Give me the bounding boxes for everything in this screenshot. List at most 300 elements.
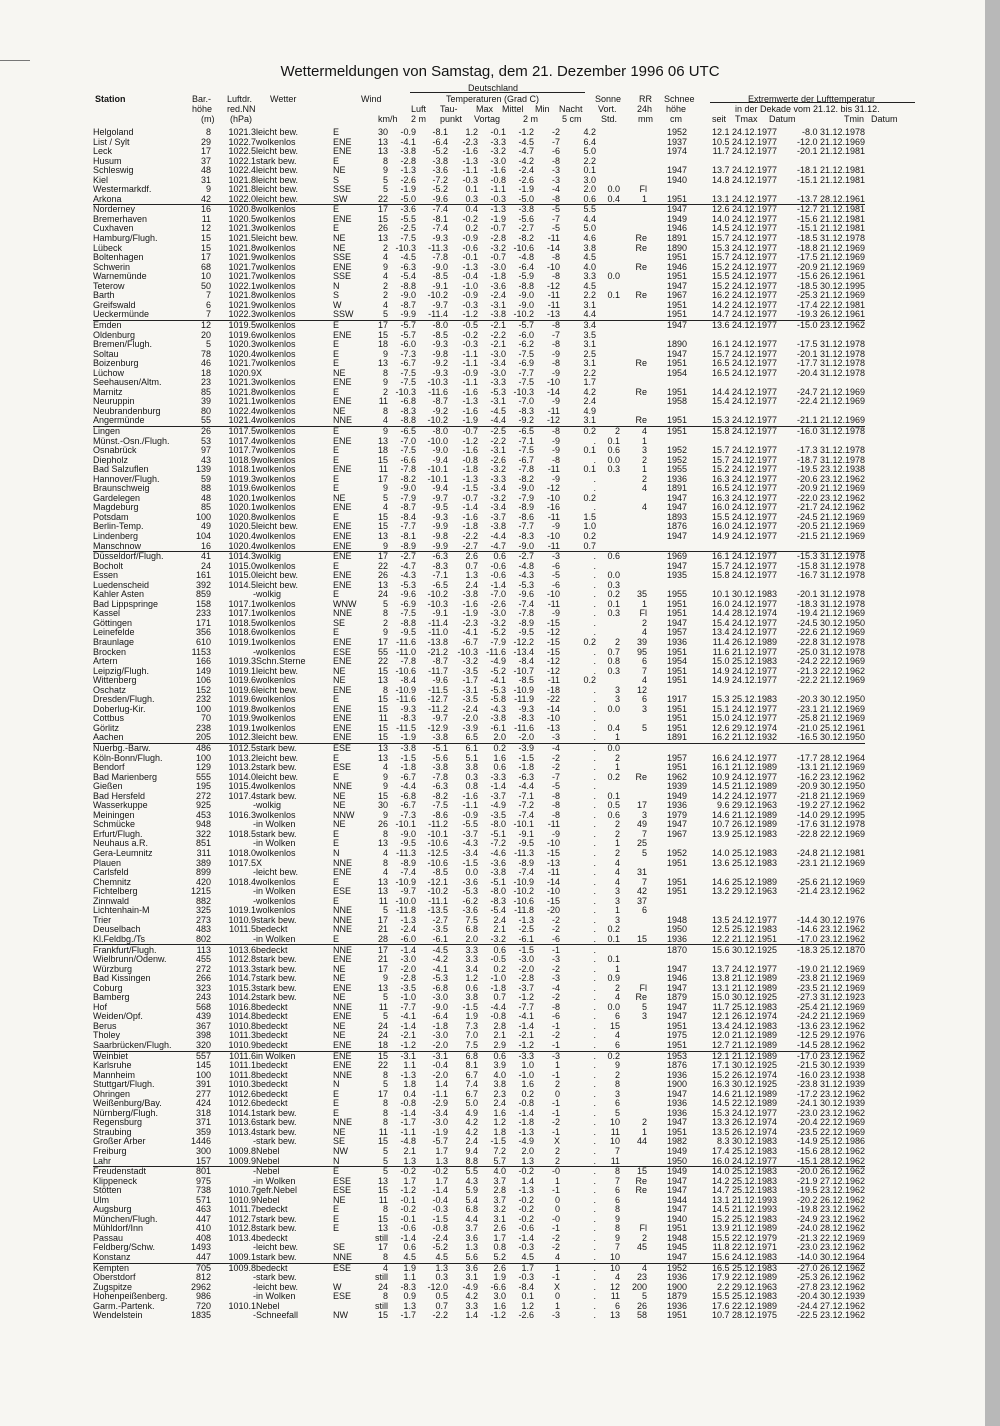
- cell-temp-mean: -3.3: [490, 772, 507, 782]
- cell-wind-dir: E: [333, 426, 368, 436]
- cell-temp-mean: 2.6: [493, 1224, 507, 1234]
- cell-dewpoint: -0.4: [432, 1195, 449, 1205]
- cell-snow: 45: [637, 1243, 648, 1253]
- cell-temp-max: -0.9: [462, 234, 479, 244]
- cell-tmax: 13.1 21.12.1989: [711, 983, 778, 993]
- cell-temp-mean: 3.7: [493, 1195, 507, 1205]
- cell-temp-air: -7.5: [400, 446, 417, 456]
- cell-tmax: 13.1 21.12.1993: [711, 1195, 778, 1205]
- cell-weather: Nebel: [256, 1301, 280, 1311]
- cell-temp-min: 1.3: [521, 1156, 535, 1166]
- cell-temp-night: -9: [552, 436, 561, 446]
- cell-dewpoint: -8.5: [432, 272, 449, 282]
- cell-since: 1958: [667, 397, 688, 407]
- cell-temp-min: -6.1: [518, 934, 535, 944]
- cell-temp-max: -3.8: [462, 590, 479, 600]
- cell-temp-mean: -1.3: [478, 205, 506, 215]
- cell-pressure: 1021.3: [228, 224, 257, 234]
- cell-snow: [620, 945, 647, 955]
- cell-temp-mean: -1.1: [490, 185, 507, 195]
- cell-wind-dir: E: [333, 349, 340, 359]
- cell-snow: [620, 744, 647, 754]
- cell-sunshine: 3.1: [583, 300, 597, 310]
- cell-weather: wolkig: [256, 801, 282, 811]
- cell-height: 8: [206, 128, 212, 138]
- cell-since: 1946: [667, 224, 688, 234]
- cell-snow: Re: [635, 387, 648, 397]
- cell-temp-mean: -1.2: [490, 1311, 507, 1321]
- cell-temp-min: -9.6: [518, 590, 535, 600]
- cell-temp-air: -9.0: [400, 829, 417, 839]
- cell-station: Regensburg: [93, 1118, 143, 1128]
- cell-pressure: 1017.4: [228, 791, 257, 801]
- table-row: [93, 955, 865, 965]
- cell-tmin: -20.0 26.12.1962: [777, 1167, 865, 1177]
- cell-temp-max: 0.0: [465, 868, 479, 878]
- cell-temp-night: -1: [552, 1099, 561, 1109]
- cell-tmax: 12.5 25.12.1983: [711, 925, 778, 935]
- cell-precip: [596, 350, 620, 360]
- cell-precip: 9: [615, 1061, 621, 1071]
- cell-pressure: 1017.7: [228, 446, 257, 456]
- cell-sunshine: 3.1: [583, 416, 597, 426]
- cell-temp-max: 9.4: [465, 1146, 479, 1156]
- cell-station: Straubing: [93, 1127, 132, 1137]
- cell-pressure: 1015.0: [228, 571, 257, 581]
- cell-dewpoint: -9.3: [432, 512, 449, 522]
- cell-temp-night: -5: [552, 782, 561, 792]
- cell-precip: 0.5: [607, 801, 621, 811]
- cell-since: 1940: [667, 1214, 688, 1224]
- cell-temp-night: -12: [547, 281, 561, 291]
- cell-tmin: [777, 868, 865, 878]
- cell-temp-night: -8: [552, 272, 561, 282]
- cell-temp-max: 2.6: [448, 552, 478, 562]
- table-row: [93, 878, 865, 888]
- cell-temp-air: -6.8: [400, 791, 417, 801]
- cell-temp-air: -7.8: [400, 657, 417, 667]
- cell-since: [647, 897, 687, 907]
- cell-height: 171: [196, 618, 212, 628]
- cell-pressure: 1017.5: [211, 426, 256, 436]
- cell-temp-max: -1.1: [462, 359, 479, 369]
- cell-dewpoint: -9.6: [432, 194, 449, 204]
- cell-temp-mean: -5.2: [490, 666, 507, 676]
- cell-dewpoint: -5.2: [432, 1243, 449, 1253]
- cell-temp-mean: -5.1: [490, 877, 507, 887]
- cell-snow: [620, 224, 647, 234]
- cell-wind-speed: 8: [383, 685, 389, 695]
- cell-tmin: -20.4 31.12.1978: [796, 368, 866, 378]
- cell-since: 1949: [667, 214, 688, 224]
- cell-temp-mean: -3.8: [490, 868, 507, 878]
- cell-temp-mean: -3.1: [490, 300, 507, 310]
- table-row: [93, 820, 865, 830]
- cell-weather: leicht bew.: [256, 571, 299, 581]
- cell-since: 1946: [667, 262, 688, 272]
- cell-sunshine: .: [593, 1252, 597, 1262]
- cell-temp-mean: 1.6: [493, 1108, 507, 1118]
- cell-weather: stark bew.: [256, 791, 297, 801]
- cell-wind-dir: NNE: [333, 945, 368, 955]
- table-row: [93, 1031, 865, 1041]
- cell-weather: wolkenlos: [256, 503, 296, 513]
- cell-pressure: 1013.4: [228, 1127, 257, 1137]
- cell-tmax: 15.8 24.12.1977: [687, 426, 777, 436]
- cell-precip: 1: [615, 733, 621, 743]
- cell-tmax: 11.8 22.12.1971: [712, 1243, 778, 1253]
- cell-height: 802: [196, 934, 212, 944]
- table-row: [93, 542, 865, 552]
- cell-temp-night: -14: [547, 704, 561, 714]
- cell-dewpoint: 0.5: [435, 1292, 449, 1302]
- cell-temp-air: -7.5: [400, 378, 417, 388]
- cell-tmax: 13.7 24.12.1977: [711, 964, 778, 974]
- cell-snow: [620, 782, 647, 792]
- cell-pressure: 1019.6: [228, 484, 257, 494]
- header-datum1: Datum: [769, 114, 796, 124]
- cell-weather: wolkenlos: [256, 272, 296, 282]
- cell-temp-mean: -3.2: [490, 147, 507, 157]
- cell-weather: bedeckt: [256, 945, 333, 955]
- cell-wind-dir: E: [333, 446, 340, 456]
- cell-temp-air: -8.9: [400, 858, 417, 868]
- cell-sunshine: .: [593, 618, 597, 628]
- cell-height: 5: [206, 340, 212, 350]
- cell-weather: stark bew.: [256, 974, 297, 984]
- cell-temp-max: -1.3: [462, 156, 479, 166]
- cell-station: Deuselbach: [93, 925, 141, 935]
- cell-tmin: -22.4 21.12.1969: [796, 397, 866, 407]
- cell-wind-speed: 9: [383, 772, 389, 782]
- cell-wind-dir: E: [333, 387, 340, 397]
- cell-tmin: -24.8 21.12.1981: [796, 849, 866, 859]
- cell-station: Cottbus: [93, 714, 125, 724]
- cell-temp-mean: 3.2: [493, 1205, 507, 1215]
- cell-dewpoint: -9.1: [432, 609, 449, 619]
- cell-wind-speed: 13: [378, 359, 389, 369]
- cell-station: Schleswig: [93, 166, 134, 176]
- cell-wind-dir: ENE: [333, 262, 352, 272]
- cell-temp-max: -4.3: [462, 839, 479, 849]
- cell-wind-dir: NNE: [333, 782, 353, 792]
- cell-sunshine: 3.5: [583, 330, 597, 340]
- cell-pressure: 1021.7: [228, 359, 257, 369]
- cell-temp-max: -1.3: [462, 262, 479, 272]
- cell-wind-speed: 8: [383, 858, 389, 868]
- cell-temp-air: -5.5: [400, 214, 417, 224]
- header-rr3: mm: [638, 114, 653, 124]
- cell-pressure: 1019.1: [228, 666, 257, 676]
- cell-precip: [596, 310, 620, 320]
- cell-temp-air: -5.7: [400, 330, 417, 340]
- cell-temp-mean: 2.1: [493, 1031, 507, 1041]
- cell-precip: 0.1: [607, 791, 621, 801]
- cell-tmin: -18.3 31.12.1978: [796, 599, 866, 609]
- cell-wind-speed: 13: [378, 436, 389, 446]
- cell-dewpoint: -7.2: [432, 175, 449, 185]
- cell-dewpoint: -4.5: [416, 945, 448, 955]
- cell-precip: [596, 676, 620, 686]
- cell-tmax: 14.9 24.12.1977: [711, 676, 778, 686]
- cell-temp-min: -9.5: [518, 628, 535, 638]
- cell-wind-dir: NW: [333, 1311, 349, 1321]
- cell-tmin: -15.1 28.12.1962: [796, 1156, 866, 1166]
- cell-dewpoint: -5.1: [416, 744, 448, 754]
- cell-wind-speed: 13: [378, 1224, 389, 1234]
- cell-wind-dir: E: [333, 896, 340, 906]
- cell-wind-dir: N: [333, 849, 340, 859]
- cell-temp-air: -8.8: [400, 281, 417, 291]
- cell-temp-night: -4: [552, 185, 561, 195]
- cell-since: [647, 185, 687, 195]
- cell-since: 1947: [667, 503, 688, 513]
- table-row: [93, 282, 865, 292]
- cell-wind-dir: E: [333, 320, 368, 330]
- cell-weather: wolkenlos: [256, 723, 296, 733]
- cell-temp-min: -9.0: [518, 484, 535, 494]
- cell-tmax: 14.0 25.12.1983: [687, 1167, 777, 1177]
- cell-wind-speed: 8: [383, 1118, 389, 1128]
- cell-height: 23: [201, 378, 212, 388]
- cell-tmax: 10.5 24.12.1977: [711, 137, 778, 147]
- table-row: [93, 705, 865, 715]
- table-row: [93, 839, 865, 849]
- cell-precip: 0.0: [607, 704, 621, 714]
- cell-temp-max: 4.9: [465, 1108, 479, 1118]
- cell-dewpoint: -12.1: [427, 877, 449, 887]
- cell-weather: bedeckt: [256, 1233, 288, 1243]
- cell-tmin: -20.1 21.12.1981: [796, 147, 866, 157]
- cell-temp-air: -7.8: [400, 465, 417, 475]
- cell-station: Helgoland: [93, 128, 134, 138]
- cell-snow: [620, 147, 647, 157]
- cell-weather: wolkenlos: [256, 849, 296, 859]
- cell-weather: bedeckt: [256, 1061, 288, 1071]
- cell-temp-night: -14: [547, 877, 561, 887]
- cell-pressure: 1018.6: [228, 628, 257, 638]
- cell-temp-mean: -3.6: [490, 281, 507, 291]
- cell-tmin: -25.4 21.12.1969: [796, 1002, 866, 1012]
- cell-tmax: 15.3 24.12.1977: [711, 416, 778, 426]
- cell-station: Nuerbg.-Barw.: [93, 744, 191, 754]
- cell-precip: 3: [615, 1089, 621, 1099]
- cell-wind-dir: SE: [333, 618, 346, 628]
- cell-temp-max: -1.1: [462, 349, 479, 359]
- cell-wind-dir: N: [333, 1156, 340, 1166]
- cell-temp-max: 0.1: [465, 185, 479, 195]
- cell-dewpoint: -9.1: [432, 281, 449, 291]
- cell-temp-mean: -4.9: [490, 657, 507, 667]
- cell-weather: leicht bew.: [256, 166, 299, 176]
- table-row: [93, 350, 865, 360]
- cell-since: 1936: [667, 801, 688, 811]
- cell-tmax: 14.5 21.12.1989: [711, 782, 778, 792]
- cell-tmax: 16.1 24.12.1977: [687, 552, 777, 562]
- cell-wind-speed: 15: [378, 455, 389, 465]
- cell-since: 1947: [667, 349, 688, 359]
- table-row: [93, 935, 865, 945]
- cell-station: Hohenpeißenberg.: [93, 1292, 168, 1302]
- cell-tmax: 12.1 21.12.1989: [687, 1051, 777, 1061]
- cell-weather: wolkenlos: [256, 214, 296, 224]
- cell-snow: [620, 916, 647, 926]
- cell-precip: [596, 157, 620, 167]
- cell-pressure: 1013.3: [228, 964, 257, 974]
- cell-temp-night: -10: [547, 378, 561, 388]
- cell-pressure: 1011.7: [229, 1205, 257, 1215]
- cell-temp-night: -1: [552, 1040, 561, 1050]
- cell-precip: 0.2: [607, 925, 621, 935]
- cell-since: 1891: [667, 234, 688, 244]
- cell-since: 1954: [667, 657, 688, 667]
- header-schnee2: höhe: [666, 104, 687, 114]
- cell-wind-speed: 11: [378, 1195, 389, 1205]
- cell-tmin: [777, 407, 865, 417]
- cell-weather: bedeckt: [256, 1089, 288, 1099]
- cell-tmin: -22.2 21.12.1969: [796, 676, 866, 686]
- cell-temp-mean: -2.6: [490, 455, 507, 465]
- cell-snow: [620, 1022, 647, 1032]
- cell-dewpoint: -8.7: [432, 657, 449, 667]
- cell-temp-min: -1.4: [518, 1021, 535, 1031]
- cell-wind-dir: ENE: [333, 503, 352, 513]
- cell-tmax: 15.2 24.12.1977: [711, 262, 778, 272]
- cell-since: 1876: [667, 522, 688, 532]
- cell-snow: [620, 1109, 647, 1119]
- table-row: [93, 1003, 865, 1013]
- cell-temp-mean: -4.5: [490, 406, 507, 416]
- cell-temp-air: -2.7: [388, 552, 416, 562]
- cell-pressure: -: [211, 1167, 256, 1177]
- cell-temp-night: 0: [555, 1195, 561, 1205]
- cell-snow: 3: [642, 1012, 648, 1022]
- cell-temp-air: 4.5: [403, 1252, 417, 1262]
- cell-temp-air: -6.8: [400, 397, 417, 407]
- cell-tmin: -15.1 21.12.1981: [796, 224, 866, 234]
- cell-height: 195: [196, 782, 212, 792]
- cell-temp-min: -8.2: [518, 474, 535, 484]
- cell-temp-max: 5.6: [465, 1252, 479, 1262]
- cell-wind-dir: E: [333, 455, 340, 465]
- cell-tmax: 15.3 24.12.1977: [711, 243, 778, 253]
- header-t-luft2: 2 m: [411, 114, 427, 124]
- cell-tmin: [777, 839, 865, 849]
- cell-sunshine: 0.7: [583, 541, 597, 551]
- cell-temp-night: -12: [547, 666, 561, 676]
- cell-temp-max: 3.3: [465, 1301, 479, 1311]
- cell-temp-air: -0.9: [400, 128, 417, 138]
- cell-temp-mean: 0.6: [493, 763, 507, 773]
- cell-dewpoint: -12.0: [427, 1282, 449, 1292]
- cell-tmax: 16.3 30.12.1925: [711, 1080, 778, 1090]
- cell-temp-night: -11: [547, 820, 561, 830]
- cell-tmax: 15.4 24.12.1977: [711, 397, 778, 407]
- cell-temp-air: -8.2: [400, 474, 417, 484]
- table-row: [93, 754, 865, 764]
- cell-temp-night: -1: [552, 1273, 561, 1283]
- cell-tmin: -21.8 21.12.1969: [796, 791, 866, 801]
- cell-weather: wolkenlos: [256, 359, 296, 369]
- table-row: [93, 1157, 865, 1167]
- cell-wind-dir: NNE: [333, 858, 353, 868]
- cell-station: Leck: [93, 147, 113, 157]
- cell-dewpoint: -9.3: [432, 368, 449, 378]
- cell-tmax: [687, 330, 777, 340]
- cell-sunshine: .: [593, 1108, 597, 1118]
- cell-temp-night: -1: [552, 1224, 561, 1234]
- cell-weather: X: [256, 858, 263, 868]
- cell-snow: 44: [637, 1137, 648, 1147]
- cell-temp-mean: 3.0: [493, 1292, 507, 1302]
- cell-temp-night: -8: [534, 426, 560, 436]
- table-row: [93, 724, 865, 734]
- cell-station: Bremen/Flugh.: [93, 340, 153, 350]
- cell-since: 1936: [667, 934, 688, 944]
- cell-wind-speed: 2: [383, 243, 389, 253]
- cell-pressure: 1010.1: [228, 1301, 257, 1311]
- cell-pressure: -: [253, 934, 257, 944]
- cell-wind-speed: 22: [378, 194, 389, 204]
- cell-sunshine: 2.2: [583, 368, 597, 378]
- cell-temp-min: -1.2: [518, 1040, 535, 1050]
- cell-temp-night: -1: [552, 1021, 561, 1031]
- table-row: [93, 965, 865, 975]
- cell-tmin: -24.9 23.12.1962: [796, 1214, 866, 1224]
- cell-temp-max: -3.2: [462, 657, 479, 667]
- cell-precip: [596, 263, 620, 273]
- cell-sunshine: 3.3: [583, 272, 597, 282]
- cell-weather: leicht bew.: [256, 185, 299, 195]
- cell-snow: 2: [642, 455, 648, 465]
- cell-weather: wolkenlos: [256, 330, 296, 340]
- cell-sunshine: .: [593, 983, 597, 993]
- cell-tmin: -23.1 21.12.1969: [796, 704, 866, 714]
- cell-tmin: -21.9 27.12.1962: [796, 1176, 866, 1186]
- cell-temp-air: -7.5: [400, 368, 417, 378]
- cell-dewpoint: -11.7: [428, 666, 449, 676]
- cell-precip: 0.1: [607, 599, 621, 609]
- cell-snow: [620, 282, 647, 292]
- cell-wind-speed: 5: [383, 1156, 389, 1166]
- cell-tmin: -18.3 25.12.1870: [777, 945, 865, 955]
- table-row: [93, 147, 865, 157]
- cell-temp-air: -4.7: [400, 561, 417, 571]
- cell-tmax: 12.0 21.12.1989: [711, 1031, 778, 1041]
- cell-tmin: -20.1 31.12.1978: [796, 349, 866, 359]
- cell-temp-air: -7.7: [400, 1002, 417, 1012]
- cell-since: [647, 955, 687, 965]
- cell-temp-mean: -3.8: [490, 310, 507, 320]
- cell-height: 39: [201, 397, 212, 407]
- cell-temp-max: 3.3: [448, 945, 478, 955]
- cell-wind-dir: ESE: [333, 647, 352, 657]
- cell-dewpoint: -1.8: [432, 1021, 449, 1031]
- cell-temp-night: -2: [552, 1118, 561, 1128]
- cell-precip: 4: [615, 858, 621, 868]
- cell-snow: [620, 859, 647, 869]
- cell-since: 1948: [667, 915, 688, 925]
- cell-wind-speed: 22: [378, 561, 389, 571]
- cell-temp-night: -12: [547, 416, 561, 426]
- cell-snow: [620, 955, 647, 965]
- cell-dewpoint: -9.2: [432, 406, 449, 416]
- cell-wind-dir: ENE: [333, 1051, 368, 1061]
- cell-pressure: 1011.6: [211, 1051, 256, 1061]
- cell-snow: [620, 407, 647, 417]
- cell-height: 78: [201, 349, 212, 359]
- cell-wind-dir: E: [333, 1108, 340, 1118]
